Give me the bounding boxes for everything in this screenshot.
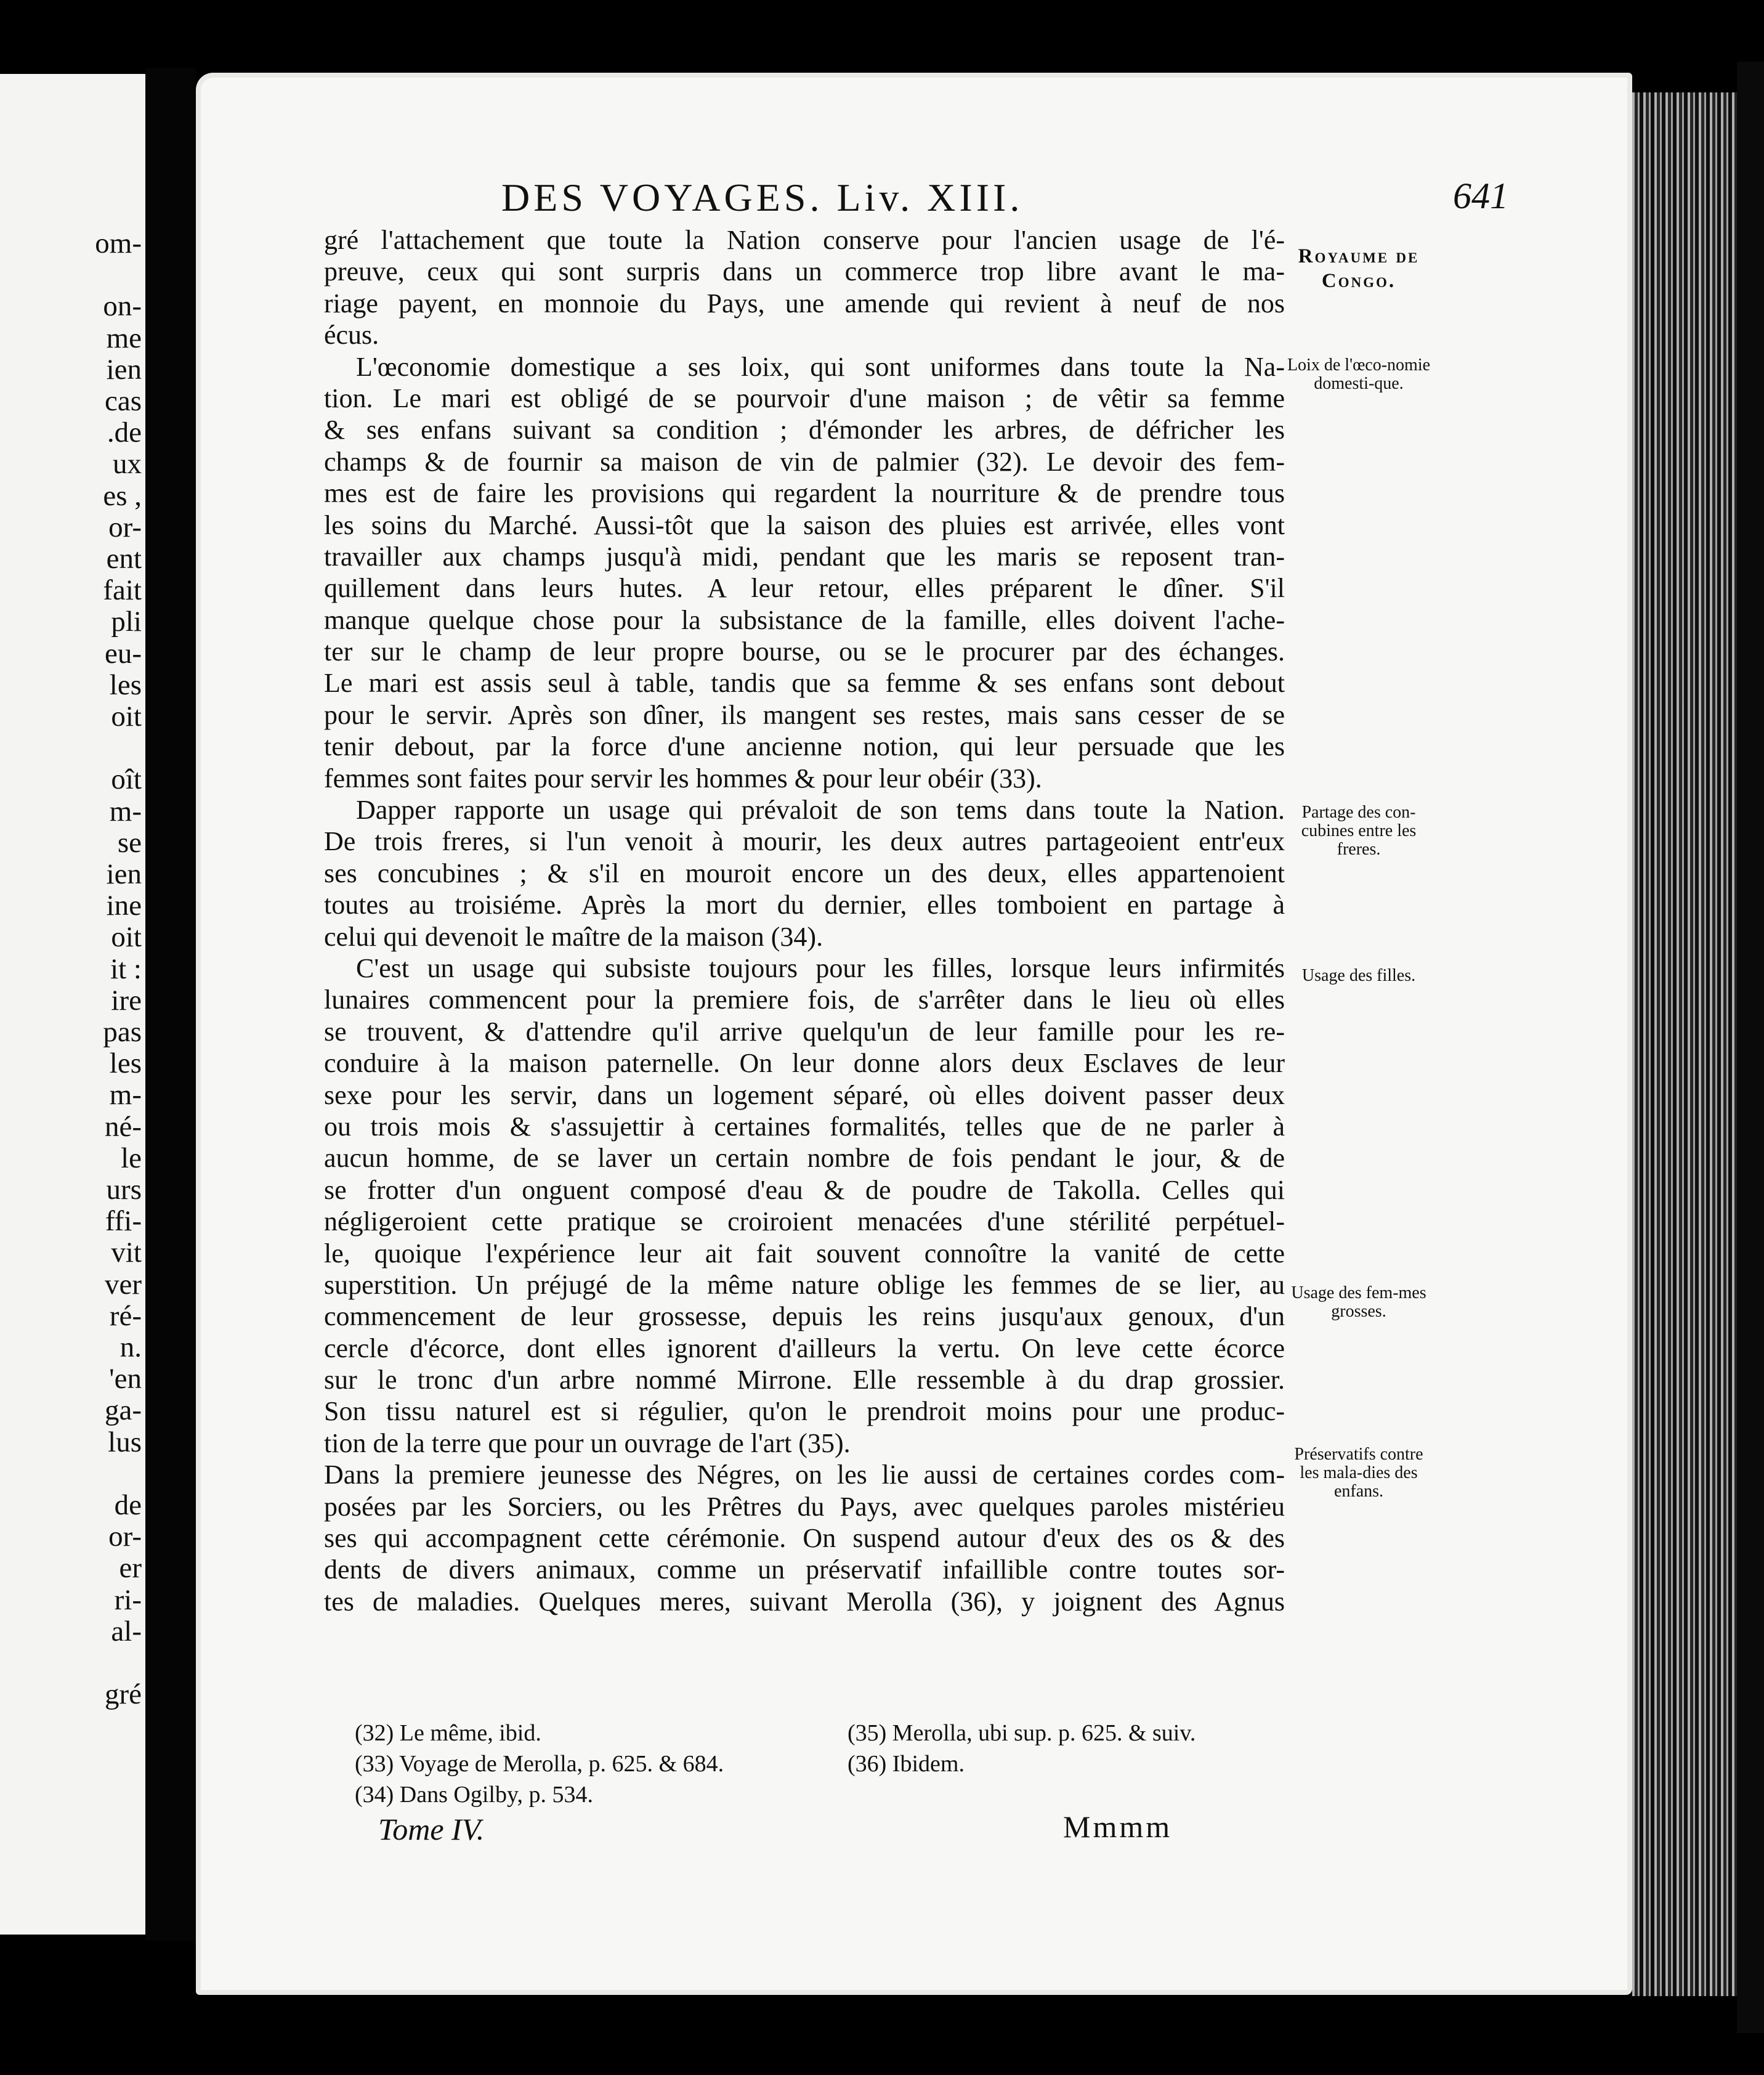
text-line: écus. xyxy=(324,320,379,351)
facing-page-fragment xyxy=(5,259,145,291)
text-line: conduire à la maison paternelle. On leur donne alors deux Esclaves de leur xyxy=(324,1048,1285,1079)
facing-page-fragment: urs xyxy=(106,1174,142,1206)
facing-page-fragment: eu- xyxy=(104,637,142,670)
text-line: tenir debout, par la force d'une ancienne notion, qui leur persuade que les xyxy=(324,731,1285,762)
text-line: tes de maladies. Quelques meres, suivant Merolla (36), y joignent des Agnus xyxy=(324,1586,1285,1617)
margin-note-concubines: Partage des con-cubines entre les freres. xyxy=(1301,803,1417,859)
facing-page-fragment: or- xyxy=(108,1521,142,1553)
facing-page-fragment: pli xyxy=(111,606,142,638)
text-line: L'œconomie domestique a ses loix, qui sont uniformes dans toute la Na- xyxy=(356,351,1285,382)
text-line: celui qui devenoit le maître de la maison (34). xyxy=(324,921,823,952)
scan-border xyxy=(1737,62,1764,2033)
footnote-33: (33) Voyage de Merolla, p. 625. & 684. xyxy=(355,1751,724,1777)
facing-page-fragment: ver xyxy=(104,1268,142,1301)
facing-page-fragment: gré xyxy=(104,1678,142,1711)
text-line: mes est de faire les provisions qui regardent la nourriture & de prendre tous xyxy=(324,478,1285,509)
facing-page-fragment: ine xyxy=(106,890,142,922)
facing-page-fragment: les xyxy=(109,668,142,701)
text-line: commencement de leur grossesse, depuis les reins jusqu'aux genoux, d'un xyxy=(324,1301,1285,1332)
facing-page-fragment: lus xyxy=(108,1426,142,1458)
text-line: superstition. Un préjugé de la même nature oblige les femmes de se lier, au xyxy=(324,1269,1285,1300)
facing-page-fragment: al- xyxy=(111,1615,142,1647)
margin-note-economy: Loix de l'œco-nomie domesti-que. xyxy=(1287,355,1431,393)
facing-page-fragment: vit xyxy=(111,1236,142,1269)
facing-page-fragment: on- xyxy=(103,290,142,323)
facing-page-fragment xyxy=(5,1458,145,1490)
facing-page-fragment: ien xyxy=(106,858,142,890)
book-gutter xyxy=(145,68,196,1941)
facing-page-fragment: es , xyxy=(103,479,142,512)
facing-page-fragment: ent xyxy=(106,543,142,575)
text-line: pour le servir. Après son dîner, ils mangent ses restes, mais sans cesser de se xyxy=(324,699,1285,730)
facing-page-fragment: les xyxy=(109,1047,142,1080)
text-line: ses concubines ; & s'il en mouroit encore un des deux, elles appartenoient xyxy=(324,858,1285,888)
text-line: posées par les Sorciers, ou les Prêtres du Pays, avec quelques paroles mistérieu xyxy=(324,1491,1285,1522)
text-line: riage payent, en monnoie du Pays, une amende qui revient à neuf de nos xyxy=(324,288,1285,319)
footnote-35: (35) Merolla, ubi sup. p. 625. & suiv. xyxy=(848,1720,1196,1746)
text-line: tion de la terre que pour un ouvrage de l'art (35). xyxy=(324,1427,851,1458)
text-line: C'est un usage qui subsiste toujours pour les filles, lorsque leurs infirmités xyxy=(356,952,1285,983)
facing-page-fragment: ux xyxy=(113,448,142,481)
text-line: champs & de fournir sa maison de vin de palmier (32). Le devoir des fem- xyxy=(324,446,1285,477)
text-line: travailler aux champs jusqu'à midi, pendant que les maris se reposent tran- xyxy=(324,541,1285,572)
text-line: quillement dans leurs hutes. A leur retour, elles préparent le dîner. S'il xyxy=(324,573,1285,604)
facing-page-fragment: fait xyxy=(103,574,142,607)
facing-page-fragment: le xyxy=(121,1142,142,1174)
text-line: preuve, ceux qui sont surpris dans un commerce trop libre avant le ma- xyxy=(324,256,1285,287)
text-line: Son tissu naturel est si régulier, qu'on le prendroit moins pour une produc- xyxy=(324,1396,1285,1427)
page-header xyxy=(501,175,1548,218)
facing-page-fragment: ffi- xyxy=(105,1205,142,1238)
text-line: ses qui accompagnent cette cérémonie. On suspend autour d'eux des os & des xyxy=(324,1523,1285,1554)
text-line: toutes au troisiéme. Après la mort du dernier, elles tomboient en partage à xyxy=(324,890,1285,920)
text-line: & ses enfans suivant sa condition ; d'émonder les arbres, de défricher les xyxy=(324,415,1285,445)
facing-page-fragment: er xyxy=(119,1552,142,1585)
running-head: DES VOYAGES. Liv. XIII. xyxy=(501,176,1024,219)
facing-page-fragment: se xyxy=(117,826,142,859)
text-line: sur le tronc d'un arbre nommé Mirrone. Elle ressemble à du drap grossier. xyxy=(324,1365,1285,1395)
facing-page-fragment: oît xyxy=(111,763,142,796)
facing-page-fragment: cas xyxy=(104,385,142,417)
facing-page-fragment: ri- xyxy=(114,1583,142,1616)
facing-page-fragment xyxy=(5,1647,145,1679)
signature-mark: Mmmm xyxy=(1063,1809,1173,1844)
text-line: De trois freres, si l'un venoit à mourir, les deux autres partageoient entr'eux xyxy=(324,826,1285,857)
facing-page-fragment: om- xyxy=(95,227,142,259)
facing-page-fragment: me xyxy=(106,322,142,354)
text-line: tion. Le mari est obligé de se pourvoir d'une maison ; de vêtir sa femme xyxy=(324,383,1285,413)
facing-page-fragment: .de xyxy=(107,416,142,449)
text-line: manque quelque chose pour la subsistance de la famille, elles doivent l'ache- xyxy=(324,604,1285,635)
text-line: se frotter d'un onguent composé d'eau & de poudre de Takolla. Celles qui xyxy=(324,1174,1285,1205)
text-line: cercle d'écorce, dont elles ignorent d'ailleurs la vertu. On leve cette écorce xyxy=(324,1333,1285,1363)
text-line: dents de divers animaux, comme un préservatif infaillible contre toutes sor- xyxy=(324,1554,1285,1585)
footnote-34: (34) Dans Ogilby, p. 534. xyxy=(355,1782,593,1808)
footnote-32: (32) Le même, ibid. xyxy=(355,1720,541,1746)
margin-note-kingdom: Royaume de Congo. xyxy=(1298,245,1420,292)
facing-page-edge xyxy=(0,74,145,1935)
facing-page-fragment: né- xyxy=(104,1110,142,1143)
facing-page-fragment: it : xyxy=(110,952,142,985)
facing-page-fragment: m- xyxy=(109,1079,142,1111)
margin-note-girls: Usage des filles. xyxy=(1301,966,1416,985)
text-line: ter sur le champ de leur propre bourse, ou se le procurer par des échanges. xyxy=(324,636,1285,667)
facing-page-fragment: oit xyxy=(111,921,142,954)
facing-page-fragment xyxy=(5,733,145,764)
facing-page-fragment: ré- xyxy=(109,1299,142,1332)
facing-page-fragment: de xyxy=(114,1489,142,1521)
text-line: sexe pour les servir, dans un logement séparé, où elles doivent passer deux xyxy=(324,1079,1285,1110)
volume-label: Tome IV. xyxy=(378,1812,485,1846)
text-line: femmes sont faites pour servir les hommes & pour leur obéir (33). xyxy=(324,763,1042,794)
main-text xyxy=(324,224,1285,1617)
facing-page-fragment: 'en xyxy=(109,1363,142,1395)
text-line: Dapper rapporte un usage qui prévaloit de son tems dans toute la Nation. xyxy=(356,795,1285,826)
text-line: négligeroient cette pratique se croiroient menacées d'une stérilité perpétuel- xyxy=(324,1206,1285,1237)
text-line: aucun homme, de se laver un certain nombre de fois pendant le jour, & de xyxy=(324,1143,1285,1174)
facing-page-fragment: ien xyxy=(106,353,142,386)
facing-page-fragment: ire xyxy=(111,984,142,1017)
text-line: les soins du Marché. Aussi-tôt que la saison des pluies est arrivée, elles vont xyxy=(324,510,1285,540)
text-line: le, quoique l'expérience leur ait fait souvent connoître la vanité de cette xyxy=(324,1238,1285,1269)
text-line: gré l'attachement que toute la Nation conserve pour l'ancien usage de l'é- xyxy=(324,225,1285,255)
text-line: lunaires commencent pour la premiere fois, de s'arrêter dans le lieu où elles xyxy=(324,985,1285,1015)
facing-page-fragment: m- xyxy=(109,795,142,827)
text-line: se trouvent, & d'attendre qu'il arrive quelqu'un de leur famille pour les re- xyxy=(324,1016,1285,1047)
facing-page-fragment: or- xyxy=(108,511,142,543)
facing-page-fragment: ga- xyxy=(104,1394,142,1427)
page-number: 641 xyxy=(1453,176,1508,216)
footnote-36: (36) Ibidem. xyxy=(848,1751,965,1777)
text-line: ou trois mois & s'assujettir à certaines formalités, telles que de ne parler à xyxy=(324,1111,1285,1142)
margin-note-pregnant: Usage des fem-mes grosses. xyxy=(1291,1283,1426,1321)
page-edges xyxy=(1632,92,1737,1996)
facing-page-fragment: n. xyxy=(119,1331,142,1363)
text-line: Dans la premiere jeunesse des Négres, on les lie aussi de certaines cordes com- xyxy=(324,1460,1285,1490)
margin-note-preservatives: Préservatifs contre les mala-dies des enfans. xyxy=(1294,1445,1423,1501)
text-line: Le mari est assis seul à table, tandis que sa femme & ses enfans sont debout xyxy=(324,668,1285,699)
facing-page-fragment: oit xyxy=(111,700,142,733)
book-page xyxy=(196,73,1632,1995)
facing-page-fragment: pas xyxy=(103,1016,142,1048)
